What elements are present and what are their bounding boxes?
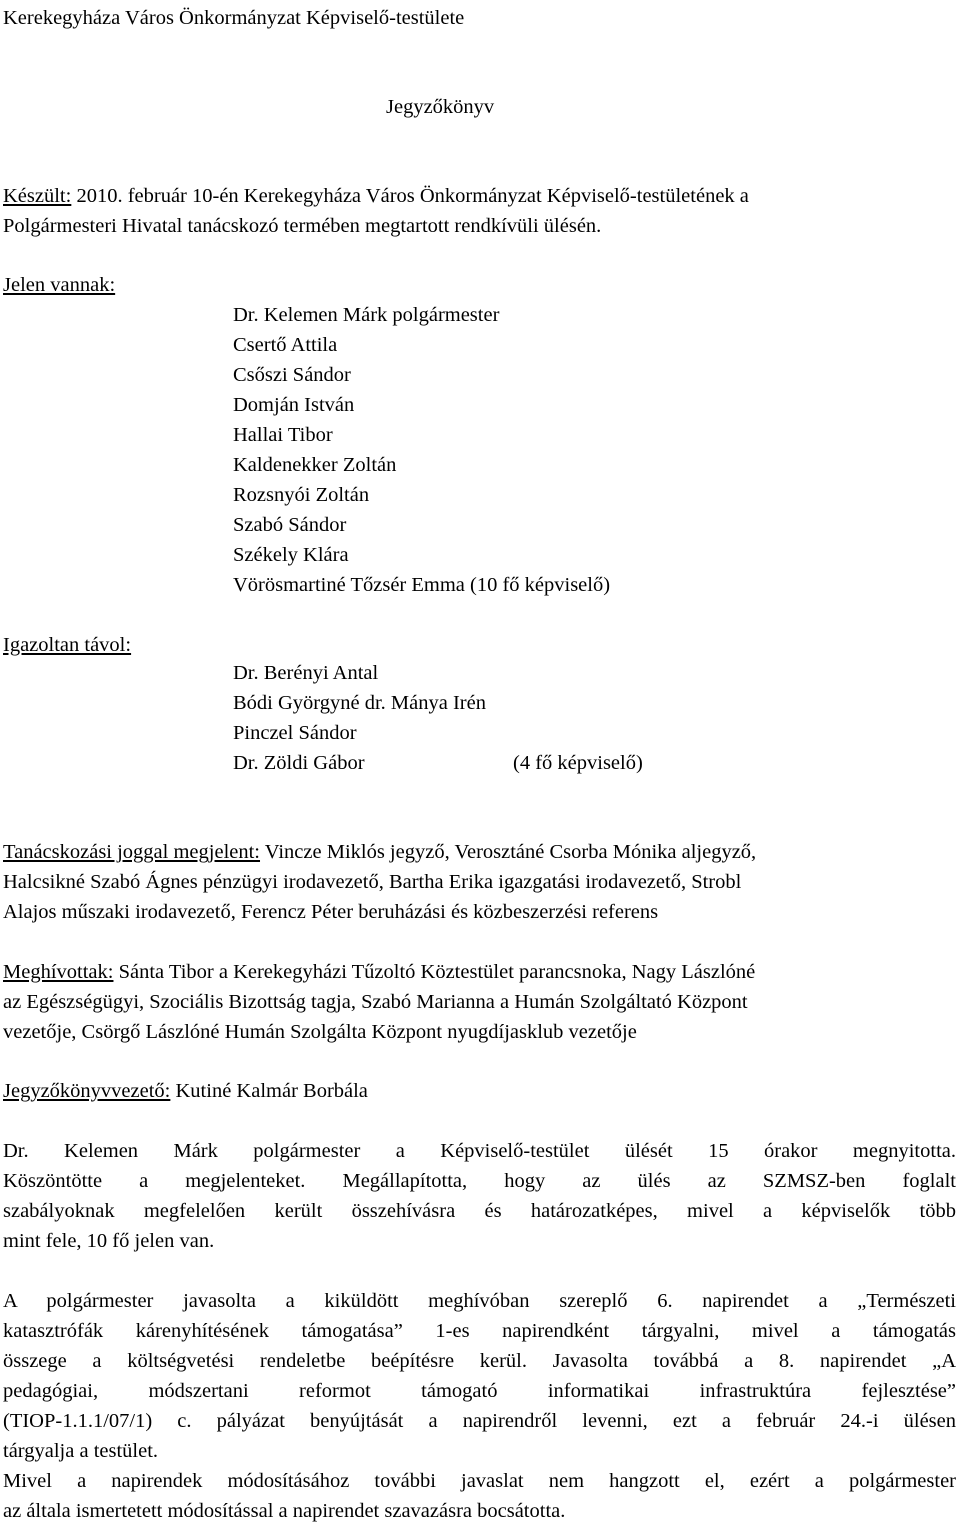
advisory-label: Tanácskozási joggal megjelent: xyxy=(3,841,261,863)
present-member: Vörösmartiné Tőzsér Emma (10 fő képviselő) xyxy=(233,574,611,596)
paragraph-line: az általa ismertetett módosítással a napirendet szavazásra bocsátotta. xyxy=(3,1500,566,1522)
made-text-2: Polgármesteri Hivatal tanácskozó termében megtartott rendkívüli ülésén. xyxy=(3,215,602,237)
paragraph-line: Mivel a napirendek módosításához további javaslat nem hangzott el, ezért a polgármester xyxy=(3,1470,956,1492)
invited-text-1: Sánta Tibor a Kerekegyházi Tűzoltó Köztestület parancsnoka, Nagy Lászlóné xyxy=(113,961,756,983)
paragraph-line: mint fele, 10 fő jelen van. xyxy=(3,1230,215,1252)
present-member: Szabó Sándor xyxy=(233,514,347,536)
paragraph-line: szabályoknak megfelelően került összehívásra és határozatképes, mivel a képviselők több xyxy=(3,1200,956,1222)
vote-paragraph xyxy=(3,1466,956,1526)
present-label: Jelen vannak: xyxy=(3,274,116,296)
paragraph-line: Köszöntötte a megjelenteket. Megállapította, hogy az ülés az SZMSZ-ben foglalt xyxy=(3,1170,956,1192)
paragraph-line: Dr. Kelemen Márk polgármester a Képviselő-testület ülését 15 órakor megnyitotta. xyxy=(3,1140,956,1162)
opening-paragraph xyxy=(3,1136,956,1256)
made-label: Készült: xyxy=(3,185,72,207)
recorder-name: Kutiné Kalmár Borbála xyxy=(170,1080,368,1102)
council-name: Kerekegyháza Város Önkormányzat Képviselő-testülete xyxy=(3,7,465,29)
present-member: Rozsnyói Zoltán xyxy=(233,484,370,506)
present-list xyxy=(233,300,610,600)
absent-member: Dr. Berényi Antal xyxy=(233,662,379,684)
invited-text-3: vezetője, Csörgő Lászlóné Humán Szolgálta Központ nyugdíjasklub vezetője xyxy=(3,1021,637,1043)
invited-label: Meghívottak: xyxy=(3,961,114,983)
paragraph-line: pedagógiai, módszertani reformot támogató informatikai infrastruktúra fejlesztése” xyxy=(3,1380,956,1402)
present-member: Székely Klára xyxy=(233,544,349,566)
advisory-text-2: Halcsikné Szabó Ágnes pénzügyi irodavezető, Bartha Erika igazgatási irodavezető, Strobl xyxy=(3,871,742,893)
present-member: Domján István xyxy=(233,394,355,416)
recorder-label: Jegyzőkönyvvezető: xyxy=(3,1080,171,1102)
made-text-1: 2010. február 10-én Kerekegyháza Város Önkormányzat Képviselő-testületének a xyxy=(71,185,749,207)
present-member: Kaldenekker Zoltán xyxy=(233,454,397,476)
absent-label: Igazoltan távol: xyxy=(3,634,132,656)
absent-member: Dr. Zöldi Gábor xyxy=(233,752,365,774)
advisory-paragraph xyxy=(3,837,956,927)
present-member: Hallai Tibor xyxy=(233,424,333,446)
made-paragraph xyxy=(3,181,956,241)
present-member: Csőszi Sándor xyxy=(233,364,351,386)
invited-text-2: az Egészségügyi, Szociális Bizottság tagja, Szabó Marianna a Humán Szolgáltató Központ xyxy=(3,991,748,1013)
paragraph-line: tárgyalja a testület. xyxy=(3,1440,159,1462)
document-title: Jegyzőkönyv xyxy=(386,96,495,118)
invited-paragraph xyxy=(3,957,956,1047)
paragraph-line: összege a költségvetési rendeletbe beépítésre kerül. Javasolta továbbá a 8. napirendet „A xyxy=(3,1350,956,1372)
absent-member: Bódi Györgyné dr. Mánya Irén xyxy=(233,692,486,714)
absent-list xyxy=(233,658,486,778)
advisory-text-1: Vincze Miklós jegyző, Verosztáné Csorba Mónika aljegyző, xyxy=(260,841,757,863)
recorder-line xyxy=(3,1076,368,1106)
absent-count: (4 fő képviselő) xyxy=(513,752,643,774)
paragraph-line: A polgármester javasolta a kiküldött meghívóban szereplő 6. napirendet a „Természeti xyxy=(3,1290,956,1312)
paragraph-line: katasztrófák kárenyhítésének támogatása” 1-es napirendként tárgyalni, mivel a támogatás xyxy=(3,1320,956,1342)
absent-member: Pinczel Sándor xyxy=(233,722,357,744)
present-member: Dr. Kelemen Márk polgármester xyxy=(233,304,500,326)
agenda-paragraph xyxy=(3,1286,956,1466)
advisory-text-3: Alajos műszaki irodavezető, Ferencz Péter beruházási és közbeszerzési referens xyxy=(3,901,659,923)
paragraph-line: (TIOP-1.1.1/07/1) c. pályázat benyújtását a napirendről levenni, ezt a február 24.-i ülésen xyxy=(3,1410,956,1432)
present-member: Csertő Attila xyxy=(233,334,338,356)
